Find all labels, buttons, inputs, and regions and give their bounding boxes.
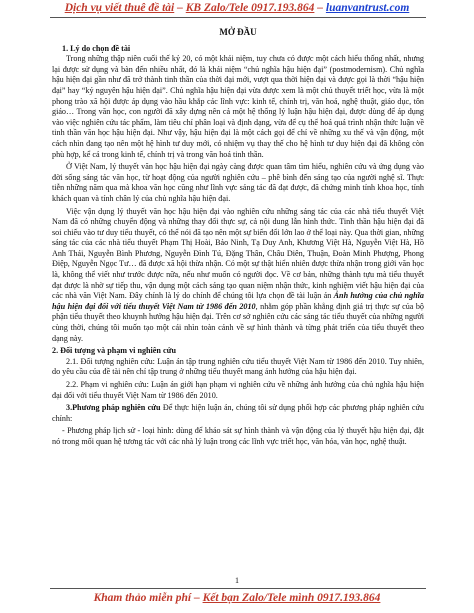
paragraph: 2.1. Đối tượng nghiên cứu: Luận án tập trung nghiên cứu tiểu thuyết Việt Nam từ 1986 đến 2010. Tuy nhiên, do yêu cầu của đề tài nên chỉ tập trung ở những tiểu thuyết mang ảnh hưởng của hậu hiện đại. bbox=[52, 356, 424, 377]
page-title: MỞ ĐẦU bbox=[219, 27, 257, 37]
footer-divider bbox=[50, 588, 426, 589]
footer-separator: – bbox=[191, 592, 203, 604]
section-heading-3: 3.Phương pháp nghiên cứu bbox=[66, 403, 161, 413]
header-separator: – bbox=[314, 2, 326, 14]
header-website-link[interactable]: luanvantrust.com bbox=[325, 2, 410, 14]
header-contact-link[interactable]: KB Zalo/Tele 0917.193.864 bbox=[185, 2, 315, 14]
section-heading-2: 2. Đối tượng và phạm vi nghiên cứu bbox=[52, 346, 176, 356]
footer-banner bbox=[0, 592, 474, 604]
header-separator: – bbox=[174, 2, 186, 14]
paragraph: Trong những thập niên cuối thế kỷ 20, có một khái niệm, tuy chưa có được một cách hiểu thống nhất, nhưng lại được sử dụng và bàn đến nhiều nhất, đó là khái niệm “chủ nghĩa hậu hiện đại” (postmodernism). Chủ nghĩa hậu hiện đại gần như đã trở thành tinh thần của thời đại mới, vượt qua thời hiện đại và được gọi là thời “hậu hiện đại” hay “kỷ nguyên hậu hiện đại”. Chủ nghĩa hậu hiện đại vừa được xem là một chủ thuyết triết học, vừa là một phong trào xã hội được áp dụng vào hầu khắp các lĩnh vực: kinh tế, chính trị, văn hoá, nghệ thuật, giáo dục, tôn giáo… Trong văn học, con người đã xây dựng nên cả một hệ thống lý luận hậu hiện đại, được dùng để áp dụng vào việc nghiên cứu tác phẩm, làm tiêu chí phân loại và định dạng, vừa để cụ thể hoá quá trình nhận thức luận về tinh thần văn học hậu hiện đại. Như vậy, hậu hiện đại là một cách gọi để chỉ về những xu thế và vận động, một cách nhìn đang tạo nên một hệ hình tư duy mới, có nhiệm vụ thay thế cho hệ hình tư duy hiện đại đã không còn phù hợp, kể cả trong kinh tế, chính trị và trong văn hoá tinh thần. bbox=[52, 54, 424, 159]
paragraph-text: Để thực hiện luận án, chúng tôi sử dụng phối hợp các phương pháp nghiên cứu chính: bbox=[52, 403, 424, 423]
paragraph bbox=[52, 403, 424, 424]
header-banner bbox=[0, 2, 474, 14]
header-divider bbox=[50, 17, 426, 18]
paragraph-text: Việc vận dụng lý thuyết văn học hậu hiện đại vào nghiên cứu những sáng tác của các nhà tiểu thuyết Việt Nam đã có những chuyển động và những thay đổi thực sự, cả nội dung lẫn hình thức. Tinh thần hậu hiện đại đã soi chiếu vào tư duy tiểu thuyết, có thể nói đã tạo nên một sự biến đổi lớn lao ở thể loại này. Qua thời gian, những sáng tác của các nhà tiểu thuyết Phạm Thị Hoài, Bảo Ninh, Tạ Duy Anh, Khương Việt Hà, Nguyễn Việt Hà, Hồ Anh Thái, Nguyễn Bình Phương, Nguyễn Đình Tú, Đặng Thân, Châu Diên, Thuận, Đoàn Minh Phượng, Phong Điệp, Nguyễn Ngọc Tư… đã được xã hội thừa nhận. Có một sự thật hiển nhiên được thừa nhận trong giới văn học là, không thể viết như trước được nữa, nếu như muốn có người đọc. Về cơ bản, những thành tựu mà tiểu thuyết đạt được là nhờ sự tiếp thu, vận dụng một cách sáng tạo quan niệm nhận thức, kinh nghiệm viết hậu hiện đại của các nhà văn Việt Nam. Đây chính là lý do chính để chúng tôi lựa chọn đề tài luận án bbox=[52, 206, 424, 301]
page-number: 1 bbox=[235, 576, 239, 585]
list-item: - Phương pháp lịch sử - loại hình: dùng để khảo sát sự hình thành và vận động của lý thuyết hậu hiện đại, đặt nó trong mối quan hệ tương tác với các nhà lý luận trong các lĩnh vực triết học, văn hóa, văn học, nghệ thuật. bbox=[52, 426, 424, 446]
paragraph: 2.2. Phạm vi nghiên cứu: Luận án giới hạn phạm vi nghiên cứu về những ảnh hưởng của chủ nghĩa hậu hiện đại đối với tiểu thuyết Việt Nam từ 1986 đến 2010. bbox=[52, 380, 424, 400]
thesis-title: Ảnh hưởng của chủ nghĩa hậu hiện đại đối với tiểu thuyết Việt Nam từ 1986 đến 2010 bbox=[52, 291, 424, 311]
footer-free-text: Kham thảo miễn phí bbox=[93, 592, 192, 604]
document-body bbox=[52, 27, 424, 450]
paragraph-text: , nhằm góp phần khẳng định giá trị thực sự của bộ phận tiểu thuyết theo khuynh hướng hậu hiện đại. Trên cơ sở nghiên cứu các sáng tác tiểu thuyết của những người cùng thời, chúng tôi muốn tạo một cái nhìn toàn cảnh về sự hình thành và từng phát triển của tiểu thuyết theo dạng này. bbox=[52, 301, 424, 343]
paragraph bbox=[52, 207, 424, 345]
paragraph: Ở Việt Nam, lý thuyết văn học hậu hiện đại ngày càng được quan tâm tìm hiểu, nghiên cứu và ứng dụng vào đời sống sáng tác văn học, từ hoạt động của người nghiên cứu – phê bình đến sáng tạo của người nghệ sĩ. Thực tiễn những năm qua mà khoa văn học cũng như lĩnh vực sáng tác đã đạt được, đã chứng minh tính khoa học, tính khách quan và tính chân lý của chủ nghĩa hậu hiện đại. bbox=[52, 162, 424, 203]
footer-contact-link[interactable]: Kết bạn Zalo/Tele mình 0917.193.864 bbox=[202, 592, 381, 604]
section-heading-1: 1. Lý do chọn đề tài bbox=[62, 43, 131, 53]
header-service-link[interactable]: Dịch vụ viết thuê đề tài bbox=[64, 2, 175, 14]
